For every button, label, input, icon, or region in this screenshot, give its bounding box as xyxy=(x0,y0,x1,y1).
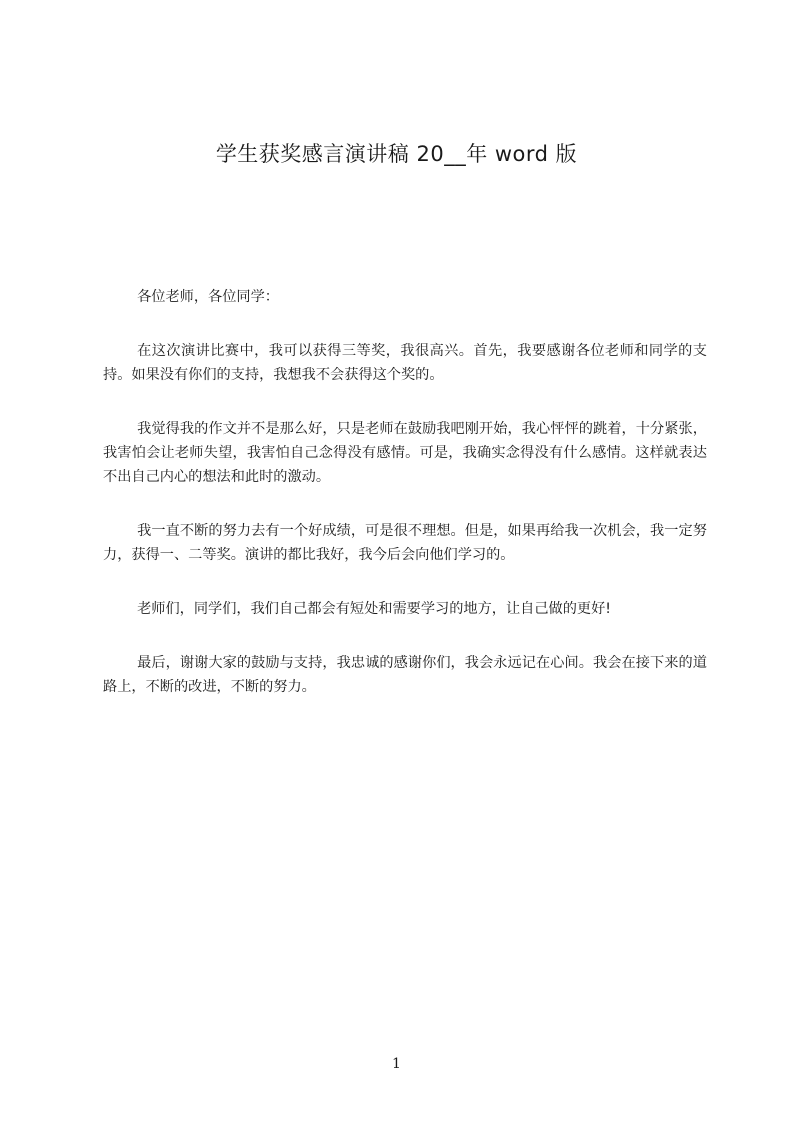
document-body xyxy=(103,285,707,729)
page-number: 1 xyxy=(392,1056,401,1072)
body-paragraph-5: 最后，谢谢大家的鼓励与支持，我忠诚的感谢你们，我会永远记在心间。我会在接下来的道路上，不断的改进，不断的努力。 xyxy=(103,655,707,695)
body-paragraph-3: 我一直不断的努力去有一个好成绩，可是很不理想。但是，如果再给我一次机会，我一定努力，获得一、二等奖。演讲的都比我好，我今后会向他们学习的。 xyxy=(103,523,707,563)
document-title: 学生获奖感言演讲稿 20__年 word 版 xyxy=(215,142,578,166)
salutation-paragraph: 各位老师，各位同学： xyxy=(137,289,279,305)
body-paragraph-4: 老师们，同学们，我们自己都会有短处和需要学习的地方，让自己做的更好! xyxy=(137,601,611,617)
body-paragraph-2: 我觉得我的作文并不是那么好，只是老师在鼓励我吧刚开始，我心怦怦的跳着，十分紧张，我害怕会让老师失望，我害怕自己念得没有感情。可是，我确实念得没有什么感情。这样就表达不出自己内心的想法和此时的激动。 xyxy=(103,421,707,485)
body-paragraph-1: 在这次演讲比赛中，我可以获得三等奖，我很高兴。首先，我要感谢各位老师和同学的支持。如果没有你们的支持，我想我不会获得这个奖的。 xyxy=(103,343,707,383)
